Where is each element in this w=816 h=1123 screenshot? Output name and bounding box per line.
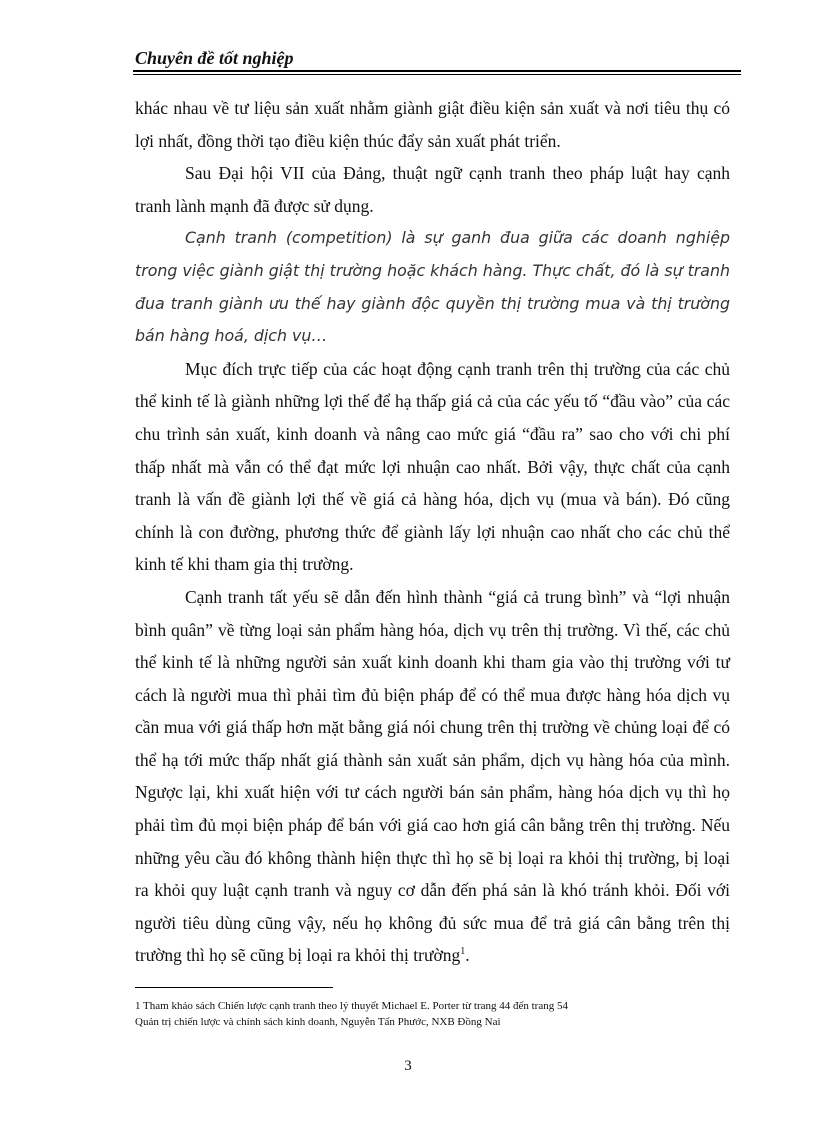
paragraph-muc-dich: Mục đích trực tiếp của các hoạt động cạnh tranh trên thị trường của các chủ thể kinh tế là giành những lợi thế để hạ thấp giá cả của các yếu tố “đầu vào” của các chu trình sản xuất, kinh doanh và nâng cao mức giá “đầu ra” sao cho với chi phí thấp nhất mà vẫn có thể đạt mức lợi nhuận cao nhất. Bởi vậy, thực chất của cạnh tranh là vấn đề giành lợi thế về giá cả hàng hóa, dịch vụ (mua và bán). Đó cũng chính là con đường, phương thức để giành lấy lợi nhuận cao nhất cho các chủ thể kinh tế khi tham gia thị trường. bbox=[135, 358, 730, 575]
paragraph-dai-hoi: Sau Đại hội VII của Đảng, thuật ngữ cạnh tranh theo pháp luật hay cạnh tranh lành mạnh đã được sử dụng. bbox=[135, 163, 730, 216]
footnote-separator bbox=[135, 987, 333, 988]
paragraph-definition: Cạnh tranh (competition) là sự ganh đua giữa các doanh nghiệp trong việc giành giật thị trường hoặc khách hàng. Thực chất, đó là sự tranh đua tranh giành ưu thế hay giành độc quyền thị trường mua và thị trường bán hàng hoá, dịch vụ… bbox=[135, 228, 730, 346]
header-rule-thick bbox=[133, 70, 741, 72]
body-text bbox=[135, 92, 730, 972]
paragraph-continuation: khác nhau về tư liệu sản xuất nhằm giành giật điều kiện sản xuất và nơi tiêu thụ có lợi nhất, đồng thời tạo điều kiện thúc đẩy sản xuất phát triển. bbox=[135, 98, 730, 151]
footnote-line-1: 1 Tham khảo sách Chiến lược cạnh tranh theo lý thuyết Michael E. Porter từ trang 44 đến trang 54 bbox=[135, 1000, 568, 1012]
paragraph-canh-tranh-text: Cạnh tranh tất yếu sẽ dẫn đến hình thành “giá cả trung bình” và “lợi nhuận bình quân” về từng loại sản phẩm hàng hóa, dịch vụ trên thị trường. Vì thế, các chủ thể kinh tế là những người sản xuất kinh doanh khi tham gia vào thị trường với tư cách là người mua thì phải tìm đủ biện pháp để có thể mua được hàng hóa dịch vụ cần mua với giá thấp hơn mặt bằng giá nói chung trên thị trường về chủng loại để có thể hạ tới mức thấp nhất giá thành sản xuất sản phẩm, dịch vụ hàng hóa của mình. Ngược lại, khi xuất hiện với tư cách người bán sản phẩm, hàng hóa dịch vụ thì họ phải tìm đủ mọi biện pháp để bán với giá cao hơn giá cân bằng trên thị trường. Nếu những yêu cầu đó không thành hiện thực thì họ sẽ bị loại ra khỏi thị trường, bị loại ra khỏi quy luật cạnh tranh và nguy cơ dẫn đến phá sản là khó tránh khỏi. Đối với người tiêu dùng cũng vậy, nếu họ không đủ sức mua để trả giá cân bằng trên thị trường thì họ sẽ cũng bị loại ra khỏi thị trường bbox=[135, 586, 730, 966]
footnote-line-2: Quản trị chiến lược và chính sách kinh doanh, Nguyễn Tấn Phước, NXB Đồng Nai bbox=[135, 1016, 501, 1028]
header-title: Chuyên đề tốt nghiệp bbox=[135, 48, 294, 68]
page-number: 3 bbox=[404, 1058, 412, 1074]
header-rule-thin bbox=[133, 74, 741, 75]
footnotes bbox=[135, 998, 735, 1030]
footnote-reference: 1 bbox=[460, 946, 466, 958]
paragraph-canh-tranh-tat-yeu: Cạnh tranh tất yếu sẽ dẫn đến hình thành “giá cả trung bình” và “lợi nhuận bình quân” về từng loại sản phẩm hàng hóa, dịch vụ trên thị trường. Vì thế, các chủ thể kinh tế là những người sản xuất kinh doanh khi tham gia vào thị trường với tư cách là người mua thì phải tìm đủ biện pháp để có thể mua được hàng hóa dịch vụ cần mua với giá thấp hơn mặt bằng giá nói chung trên thị trường về chủng loại để có thể hạ tới mức thấp nhất giá thành sản xuất sản phẩm, dịch vụ hàng hóa của mình. Ngược lại, khi xuất hiện với tư cách người bán sản phẩm, hàng hóa dịch vụ thì họ phải tìm đủ mọi biện pháp để bán với giá cao hơn giá cân bằng trên thị trường. Nếu những yêu cầu đó không thành hiện thực thì họ sẽ bị loại ra khỏi thị trường, bị loại ra khỏi quy luật cạnh tranh và nguy cơ dẫn đến phá sản là khó tránh khỏi. Đối với người tiêu dùng cũng vậy, nếu họ không đủ sức mua để trả giá cân bằng trên thị trường thì họ sẽ cũng bị loại ra khỏi thị trường$^1$. bbox=[135, 586, 730, 966]
